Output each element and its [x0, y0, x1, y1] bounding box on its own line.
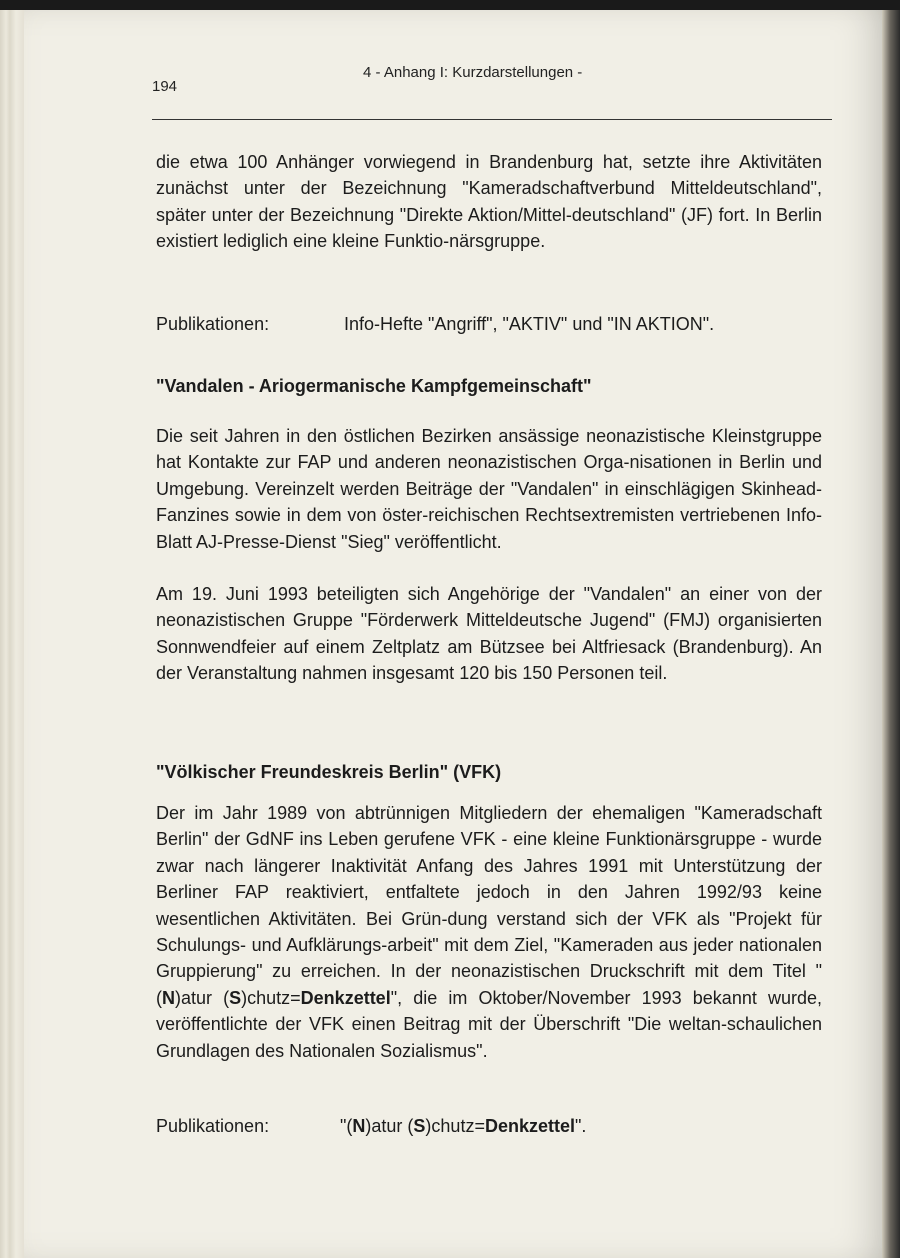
- title-segment: N: [162, 987, 175, 1008]
- publications-label: Publikationen:: [156, 314, 270, 334]
- page-stack-left-edge: [0, 10, 24, 1258]
- book-gutter-shadow: [882, 10, 900, 1258]
- title-segment: )atur (: [175, 987, 230, 1008]
- title-segment: Denkzettel: [300, 987, 391, 1008]
- header-rule: [152, 119, 832, 120]
- title-segment: S: [413, 1116, 426, 1136]
- vfk-publications-value: [340, 1116, 586, 1137]
- running-title: 4 - Anhang I: Kurzdarstellungen -: [363, 64, 583, 81]
- vandalen-paragraph-2: Am 19. Juni 1993 beteiligten sich Angehörige der "Vandalen" an einer von der neonazistischen Gruppe "Förderwerk Mitteldeutsche Jugend" (FMJ) organisierten Sonnwendfeier auf einem Zeltplatz am Bützsee bei Altfriesack (Brandenburg). An der Veranstaltung nahmen insgesamt 120 bis 150 Personen teil.: [156, 584, 822, 684]
- title-segment: N: [352, 1116, 366, 1136]
- page-number: 194: [152, 78, 178, 95]
- vandalen-paragraph-1: Die seit Jahren in den östlichen Bezirken ansässige neonazistische Kleinstgruppe hat Kontakte zur FAP und anderen neonazistischen Orga-nisationen in Berlin und Umgebung. Vereinzelt werden Beiträge der "Vandalen" in einschlägigen Skinhead-Fanzines sowie in dem von öster-reichischen Rechtsextremisten vertriebenen Info-Blatt AJ-Presse-Dienst "Sieg" veröffentlicht.: [156, 426, 822, 552]
- publications-value: Info-Hefte "Angriff", "AKTIV" und "IN AKTION".: [344, 314, 715, 334]
- vfk-paragraph-text-1: Der im Jahr 1989 von abtrünnigen Mitgliedern der ehemaligen "Kameradschaft Berlin" der GdNF ins Leben gerufene VFK - eine kleine Funktionärsgruppe - wurde zwar nach längerer Inaktivität Anfang des Jahres 1991 mit Unterstützung der Berliner FAP reaktiviert, entfaltete jedoch in den Jahren 1992/93 keine wesentlichen Aktivitäten. Bei Grün-dung verstand sich der VFK als "Projekt für Schulungs- und Aufklärungs-arbeit" mit dem Ziel, "Kameraden aus jeder nationalen Gruppierung" zu erreichen. In der neonazistischen Druckschrift mit dem Titel: [156, 803, 822, 982]
- title-segment: ": [390, 987, 398, 1008]
- title-segment: )chutz=: [425, 1116, 485, 1136]
- title-segment: "(: [340, 1116, 353, 1136]
- title-segment: S: [229, 987, 242, 1008]
- title-segment: ": [574, 1116, 582, 1136]
- section-heading-vandalen: "Vandalen - Ariogermanische Kampfgemeinschaft": [156, 376, 592, 396]
- section-heading-vfk: "Völkischer Freundeskreis Berlin" (VFK): [156, 762, 502, 782]
- title-segment: Denkzettel: [484, 1116, 575, 1136]
- vfk-paragraph: [156, 800, 822, 1064]
- vfk-paragraph-text-2: , die im Oktober/November 1993 bekannt wurde, veröffentlichte der VFK einen Beitrag mit der Überschrift "Die weltan-schaulichen Grundlagen des Nationalen Sozialismus".: [156, 987, 822, 1061]
- title-segment: )chutz=: [241, 987, 301, 1008]
- title-segment: "(: [156, 961, 822, 1008]
- intro-paragraph: die etwa 100 Anhänger vorwiegend in Brandenburg hat, setzte ihre Aktivitäten zunächst unter der Bezeichnung "Kameradschaftverbund Mitteldeutschland", später unter der Bezeichnung "Direkte Aktion/Mittel-deutschland" (JF) fort. In Berlin existiert lediglich eine kleine Funktio-närsgruppe.: [156, 152, 822, 252]
- vfk-publication-title: [340, 1116, 581, 1136]
- vfk-publications-suffix: .: [581, 1116, 587, 1136]
- vfk-publications-label: Publikationen:: [156, 1116, 270, 1136]
- title-segment: )atur (: [365, 1116, 414, 1136]
